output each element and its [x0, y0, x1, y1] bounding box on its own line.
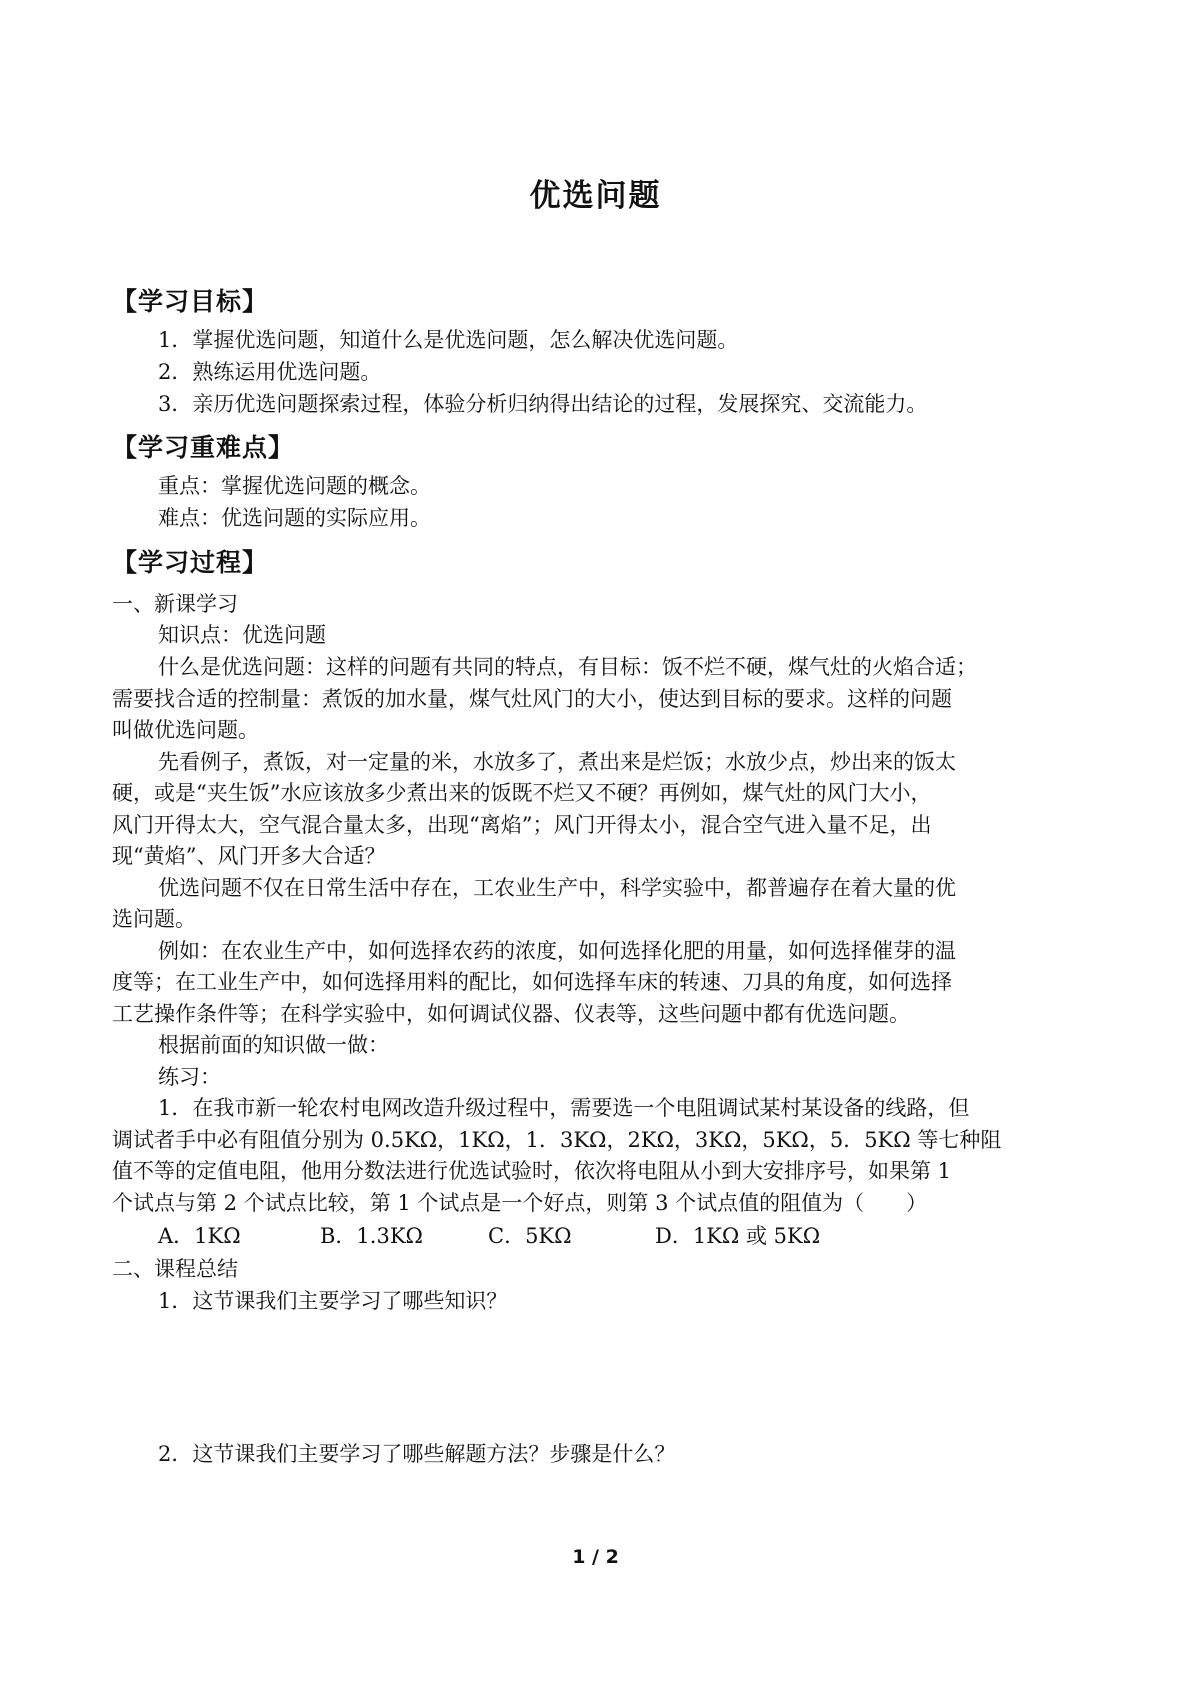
goal-item: 3．亲历优选问题探索过程，体验分析归纳得出结论的过程，发展探究、交流能力。 [158, 392, 928, 416]
process-heading: 【学习过程】 [112, 548, 269, 577]
question-line: 1．在我市新一轮农村电网改造升级过程中，需要选一个电阻调试某村某设备的线路，但 [158, 1096, 970, 1120]
option-d: D．1KΩ 或 5KΩ [655, 1224, 821, 1248]
option-c: C．5KΩ [488, 1224, 572, 1248]
paragraph-line: 叫做优选问题。 [112, 718, 259, 742]
option-b: B．1.3KΩ [320, 1224, 423, 1248]
paragraph-line: 硬，或是“夹生饭”水应该放多少煮出来的饭既不烂又不硬？再例如，煤气灶的风门大小， [112, 781, 932, 805]
paragraph-line: 例如：在农业生产中，如何选择农药的浓度，如何选择化肥的用量，如何选择催芽的温 [158, 939, 956, 963]
key-points-heading: 【学习重难点】 [112, 433, 295, 462]
key-point: 难点：优选问题的实际应用。 [158, 506, 431, 530]
question-line: 调试者手中必有阻值分别为 0.5KΩ，1KΩ，1．3KΩ，2KΩ，3KΩ，5KΩ，5．5KΩ 等七种阻 [112, 1128, 1002, 1152]
question-line: 个试点与第 2 个试点比较，第 1 个试点是一个好点，则第 3 个试点值的阻值为（ ） [112, 1191, 928, 1215]
paragraph-line: 什么是优选问题：这样的问题有共同的特点，有目标：饭不烂不硬，煤气灶的火焰合适； [158, 655, 977, 679]
goals-heading: 【学习目标】 [112, 287, 269, 316]
paragraph-line: 需要找合适的控制量：煮饭的加水量，煤气灶风门的大小，使达到目标的要求。这样的问题 [112, 687, 952, 711]
practice-label: 练习： [158, 1065, 221, 1089]
part2-title: 二、课程总结 [112, 1257, 238, 1281]
part1-title: 一、新课学习 [112, 592, 238, 616]
paragraph-line: 工艺操作条件等；在科学实验中，如何调试仪器、仪表等，这些问题中都有优选问题。 [112, 1002, 910, 1026]
goal-item: 1．掌握优选问题，知道什么是优选问题，怎么解决优选问题。 [158, 328, 739, 352]
practice-intro: 根据前面的知识做一做： [158, 1033, 389, 1057]
option-a: A．1KΩ [158, 1224, 241, 1248]
key-point: 重点：掌握优选问题的概念。 [158, 474, 431, 498]
question-line: 值不等的定值电阻，他用分数法进行优选试验时，依次将电阻从小到大安排序号，如果第 1 [112, 1159, 952, 1183]
page-title: 优选问题 [529, 178, 662, 214]
goal-item: 2．熟练运用优选问题。 [158, 360, 382, 384]
paragraph-line: 先看例子，煮饭，对一定量的米，水放多了，煮出来是烂饭；水放少点，炒出来的饭太 [158, 750, 956, 774]
page-number: 1 / 2 [572, 1546, 619, 1568]
summary-question: 1．这节课我们主要学习了哪些知识？ [158, 1289, 508, 1313]
paragraph-line: 度等；在工业生产中，如何选择用料的配比，如何选择车床的转速、刀具的角度，如何选择 [112, 970, 952, 994]
paragraph-line: 风门开得太大，空气混合量太多，出现“离焰”；风门开得太小，混合空气进入量不足，出 [112, 813, 932, 837]
summary-question: 2．这节课我们主要学习了哪些解题方法？步骤是什么？ [158, 1442, 676, 1466]
paragraph-line: 选问题。 [112, 907, 196, 931]
paragraph-line: 优选问题不仅在日常生活中存在，工农业生产中，科学实验中，都普遍存在着大量的优 [158, 876, 956, 900]
knowledge-point: 知识点：优选问题 [158, 623, 326, 647]
paragraph-line: 现“黄焰”、风门开多大合适？ [112, 844, 386, 868]
